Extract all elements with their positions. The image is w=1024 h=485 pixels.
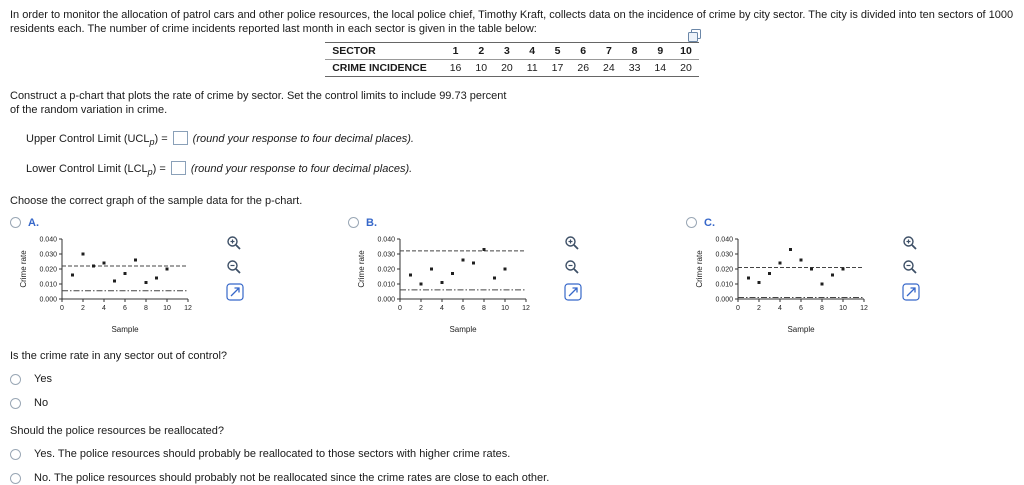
svg-text:0: 0 (398, 304, 402, 312)
choose-graph-question: Choose the correct graph of the sample data for the p-chart. (10, 194, 303, 207)
sector-header-cell: 8 (631, 44, 638, 57)
svg-text:Sample: Sample (111, 324, 139, 334)
out-of-control-question: Is the crime rate in any sector out of control? (10, 349, 228, 362)
ucl-note: (round your response to four decimal places). (192, 133, 414, 146)
incidence-cell: 20 (501, 61, 513, 74)
svg-text:2: 2 (757, 304, 761, 312)
radio-button[interactable] (686, 217, 697, 228)
reallocation-question: Should the police resources be reallocated? (10, 424, 225, 437)
sector-header-cell: 5 (554, 44, 561, 57)
svg-text:0.040: 0.040 (377, 236, 395, 244)
graph-tools (226, 235, 244, 301)
sector-header-cell: 3 (504, 44, 510, 57)
construct-instruction: Construct a p-chart that plots the rate of crime by sector. Set the control limits to include 99.73 percent of the random variation in crime. (10, 89, 507, 116)
lcl-subscript: p (147, 167, 153, 178)
radio-button[interactable] (10, 398, 21, 409)
zoom-in-icon[interactable] (226, 235, 244, 251)
ucl-subscript: p (149, 137, 155, 148)
svg-text:4: 4 (778, 304, 782, 312)
svg-text:0: 0 (60, 304, 64, 312)
graph-option-B (348, 217, 686, 335)
incidence-cell: 11 (526, 61, 538, 74)
crime-incidence-table (325, 42, 699, 77)
svg-text:6: 6 (461, 304, 465, 312)
graph-option-A (10, 217, 348, 335)
enlarge-graph-icon[interactable] (902, 283, 920, 301)
svg-text:Sample: Sample (787, 324, 815, 334)
svg-text:0.030: 0.030 (715, 251, 733, 259)
radio-button[interactable] (10, 374, 21, 385)
svg-text:4: 4 (440, 304, 444, 312)
graph-option-radio-A[interactable] (10, 217, 348, 229)
graph-options (10, 217, 1024, 335)
sector-header-cell: 4 (529, 44, 536, 57)
option-label: Yes. The police resources should probably be reallocated to those sectors with higher crime rates. (34, 447, 511, 460)
chart-container (16, 231, 348, 335)
sector-header-cell: 1 (452, 44, 459, 57)
incidence-cell: 14 (654, 61, 667, 74)
graph-option-letter: C. (704, 216, 715, 229)
problem-intro: In order to monitor the allocation of patrol cars and other police resources, the local police chief, Timothy Kraft, collects data on the incidence of crime by city sector. The city is divided into ten sectors of 1000 residents each. The number of crime incidents reported last month in each sector is given in the table below: (10, 9, 1014, 36)
table-data-row (325, 59, 699, 76)
graph-option-letter: B. (366, 216, 377, 229)
option-label: Yes (34, 372, 52, 385)
svg-text:8: 8 (482, 304, 486, 312)
sector-header-cell: 6 (580, 44, 587, 57)
svg-text:12: 12 (860, 304, 868, 312)
svg-text:0.040: 0.040 (715, 236, 733, 244)
svg-text:2: 2 (419, 304, 423, 312)
p-chart-graph (16, 231, 224, 335)
svg-text:10: 10 (163, 304, 171, 312)
svg-text:0.040: 0.040 (39, 236, 57, 244)
zoom-out-icon[interactable] (564, 259, 582, 275)
svg-text:6: 6 (799, 304, 803, 312)
svg-text:0.010: 0.010 (377, 281, 395, 289)
incidence-cell: 24 (603, 61, 615, 74)
svg-text:2: 2 (81, 304, 85, 312)
incidence-cell: 17 (551, 61, 564, 74)
incidence-cell: 33 (628, 61, 641, 74)
lcl-note: (round your response to four decimal places). (190, 163, 413, 176)
chart-container (692, 231, 1024, 335)
radio-button[interactable] (10, 449, 21, 460)
data-table-area (0, 42, 1024, 77)
graph-option-C (686, 217, 1024, 335)
svg-text:6: 6 (123, 304, 127, 312)
svg-text:Crime rate: Crime rate (357, 249, 366, 288)
p-chart-graph (354, 231, 562, 335)
chart-container (354, 231, 686, 335)
radio-button[interactable] (10, 473, 21, 484)
svg-text:0.000: 0.000 (39, 296, 57, 304)
svg-text:10: 10 (839, 304, 847, 312)
lcl-line (26, 161, 1014, 177)
svg-text:10: 10 (501, 304, 509, 312)
copy-table-icon[interactable] (688, 29, 701, 42)
graph-tools (902, 235, 920, 301)
svg-text:0.010: 0.010 (39, 281, 57, 289)
svg-text:0.020: 0.020 (377, 266, 395, 274)
ucl-line (26, 131, 1014, 147)
enlarge-graph-icon[interactable] (226, 283, 244, 301)
homework-page (0, 8, 1024, 485)
svg-text:0.020: 0.020 (39, 266, 57, 274)
svg-text:8: 8 (144, 304, 148, 312)
lcl-input[interactable] (171, 161, 186, 175)
zoom-in-icon[interactable] (564, 235, 582, 251)
svg-text:4: 4 (102, 304, 106, 312)
svg-text:12: 12 (522, 304, 530, 312)
svg-text:0.000: 0.000 (377, 296, 395, 304)
reallocation-option-no[interactable] (10, 472, 1024, 485)
svg-text:Crime rate: Crime rate (19, 249, 28, 288)
sector-header-cell: 7 (605, 44, 612, 57)
out-of-control-option-no[interactable] (10, 397, 1024, 410)
lcl-equals: ) = (152, 163, 166, 176)
svg-text:0.030: 0.030 (39, 251, 57, 259)
svg-text:0.000: 0.000 (715, 296, 733, 304)
graph-option-radio-B[interactable] (348, 217, 686, 229)
ucl-equals: ) = (154, 133, 168, 146)
svg-text:Sample: Sample (449, 324, 477, 334)
incidence-cell: 20 (680, 61, 692, 74)
svg-text:0.030: 0.030 (377, 251, 395, 259)
graph-option-letter: A. (28, 216, 39, 229)
out-of-control-option-yes[interactable] (10, 373, 1024, 386)
svg-text:0.010: 0.010 (715, 281, 733, 289)
zoom-out-icon[interactable] (226, 259, 244, 275)
sector-header-cell: 9 (657, 44, 664, 57)
ucl-input[interactable] (173, 131, 188, 145)
incidence-cell: 16 (449, 61, 462, 74)
table-box (325, 42, 699, 77)
svg-text:8: 8 (820, 304, 824, 312)
svg-text:0: 0 (736, 304, 740, 312)
zoom-out-icon[interactable] (902, 259, 920, 275)
p-chart-graph (692, 231, 900, 335)
table-header-row (325, 42, 699, 59)
table-header-sector: SECTOR (332, 44, 376, 57)
option-label: No (34, 396, 49, 409)
incidence-cell: 10 (475, 61, 488, 74)
enlarge-graph-icon[interactable] (564, 283, 582, 301)
incidence-cell: 26 (577, 61, 590, 74)
svg-text:12: 12 (184, 304, 192, 312)
svg-text:Crime rate: Crime rate (695, 249, 704, 288)
graph-tools (564, 235, 582, 301)
radio-button[interactable] (348, 217, 359, 228)
radio-button[interactable] (10, 217, 21, 228)
reallocation-option-yes[interactable] (10, 448, 1024, 461)
ucl-label: Upper Control Limit (UCL (26, 133, 150, 146)
sector-header-cell: 2 (478, 44, 485, 57)
sector-header-cell: 10 (680, 44, 692, 57)
option-label: No. The police resources should probably not be reallocated since the crime rates are close to each other. (34, 472, 550, 485)
table-row-label: CRIME INCIDENCE (332, 61, 427, 74)
zoom-in-icon[interactable] (902, 235, 920, 251)
lcl-label: Lower Control Limit (LCL (26, 163, 148, 176)
graph-option-radio-C[interactable] (686, 217, 1024, 229)
svg-text:0.020: 0.020 (715, 266, 733, 274)
